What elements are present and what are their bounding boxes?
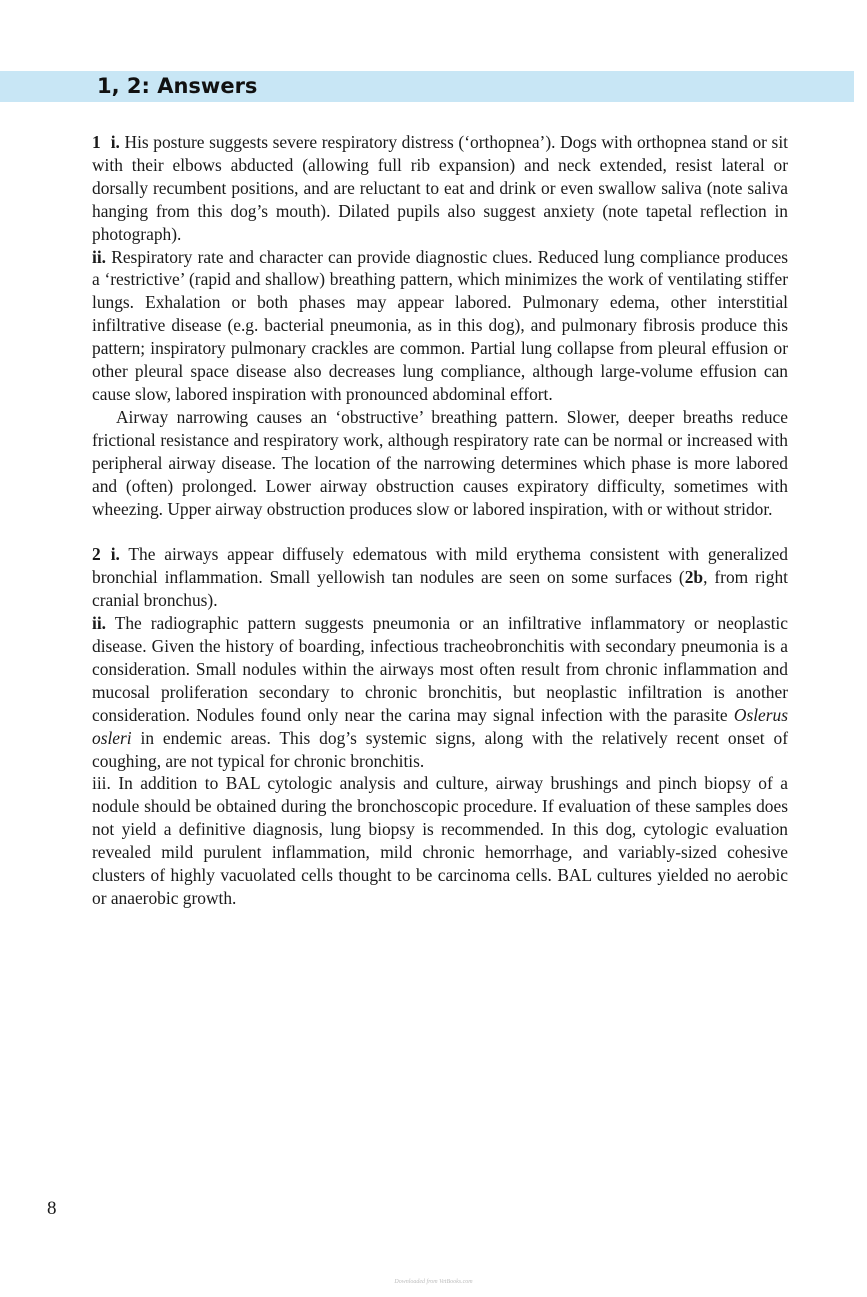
answer-2-part-i-text-after: , from right cranial bronchus). xyxy=(92,567,788,611)
answer-2-part-ii-text-after: in endemic areas. This dog’s systemic signs, along with the relatively recent onset of coughing, are not typical for chronic bronchitis. xyxy=(92,727,788,771)
answer-1-paragraph-3: Airway narrowing causes an ‘obstructive’ breathing pattern. Slower, deeper breaths reduce frictional resistance and respiratory work, although respiratory rate can be normal or increased with peripheral airway disease. The location of the narrowing determines which phase is more labored and (often) prolonged. Lower airway obstruction causes expiratory difficulty, sometimes with wheezing. Upper airway obstruction produces slow or labored inspiration, with or without stridor. xyxy=(92,406,788,519)
answer-2-part-i-text-before: The airways appear diffusely edematous with mild erythema consistent with generalized bronchial inflammation. Small yellowish tan nodules are seen on some surfaces ( xyxy=(92,544,788,588)
answer-1-part-ii xyxy=(92,246,788,406)
answer-1-part-i xyxy=(92,131,788,246)
answer-1-part-i-text: His posture suggests severe respiratory distress (‘orthopnea’). Dogs with orthopnea stand or sit with their elbows abducted (allowing full rib expansion) and neck extended, resist lateral or dorsally recumbent positions, and are reluctant to eat and drink or even swallow saliva (note saliva hanging from this dog’s mouth). Dilated pupils also suggest anxiety (note tapetal reflection in photograph). xyxy=(92,132,788,244)
answer-2-part-i-label: i. xyxy=(110,544,120,565)
answers-body xyxy=(92,131,788,910)
section-gap xyxy=(92,520,788,543)
page-number: 8 xyxy=(47,1198,57,1219)
answer-2-part-iii xyxy=(92,772,788,909)
answer-2-part-ii xyxy=(92,612,788,772)
answer-2-part-ii-text-before: The radiographic pattern suggests pneumonia or an infiltrative inflammatory or neoplastic disease. Given the history of boarding, infectious tracheobronchitis with secondary pneumonia is a consideration. Small nodules within the airways most often result from chronic inflammation and mucosal proliferation secondary to chronic bronchitis, but neoplastic infiltration is another consideration. Nodules found only near the carina may signal infection with the parasite xyxy=(92,613,788,725)
answer-2-part-iii-text: In addition to BAL cytologic analysis and culture, airway brushings and pinch biopsy of a nodule should be obtained during the bronchoscopic procedure. If evaluation of these samples does not yield a definitive diagnosis, lung biopsy is recommended. In this dog, cytologic evaluation revealed mild purulent inflammation, mild chronic hemorrhage, and variably-sized cohesive clusters of highly vacuolated cells thought to be carcinoma cells. BAL cultures yielded no aerobic or anaerobic growth. xyxy=(92,773,788,908)
answer-2-part-i xyxy=(92,543,788,612)
section-title: 1, 2: Answers xyxy=(97,74,258,98)
answer-1-part-i-label: i. xyxy=(110,132,120,152)
download-watermark: Downloaded from VetBooks.com xyxy=(394,1279,473,1285)
figure-reference: 2b xyxy=(684,567,704,588)
answer-1-part-ii-text: Respiratory rate and character can provide diagnostic clues. Reduced lung compliance produces a ‘restrictive’ (rapid and shallow) breathing pattern, which minimizes the work of ventilating stiffer lungs. Exhalation or both phases may appear labored. Pulmonary edema, other interstitial infiltrative disease (e.g. bacterial pneumonia, as in this dog), and pulmonary fibrosis produce this pattern; inspiratory pulmonary crackles are common. Partial lung collapse from pleural effusion or other pleural space disease also decreases lung compliance, although large-volume effusion can cause slow, labored inspiration with pronounced abdominal effort. xyxy=(92,246,788,404)
answer-2-number: 2 xyxy=(92,544,101,565)
section-header-band xyxy=(0,71,854,102)
answer-1-part-ii-label: ii. xyxy=(92,246,107,267)
species-name: Oslerus osleri xyxy=(92,704,788,748)
answer-1-number: 1 xyxy=(92,132,101,152)
answer-2-part-iii-label: iii. xyxy=(92,773,111,794)
answer-2-part-ii-label: ii. xyxy=(92,613,107,634)
